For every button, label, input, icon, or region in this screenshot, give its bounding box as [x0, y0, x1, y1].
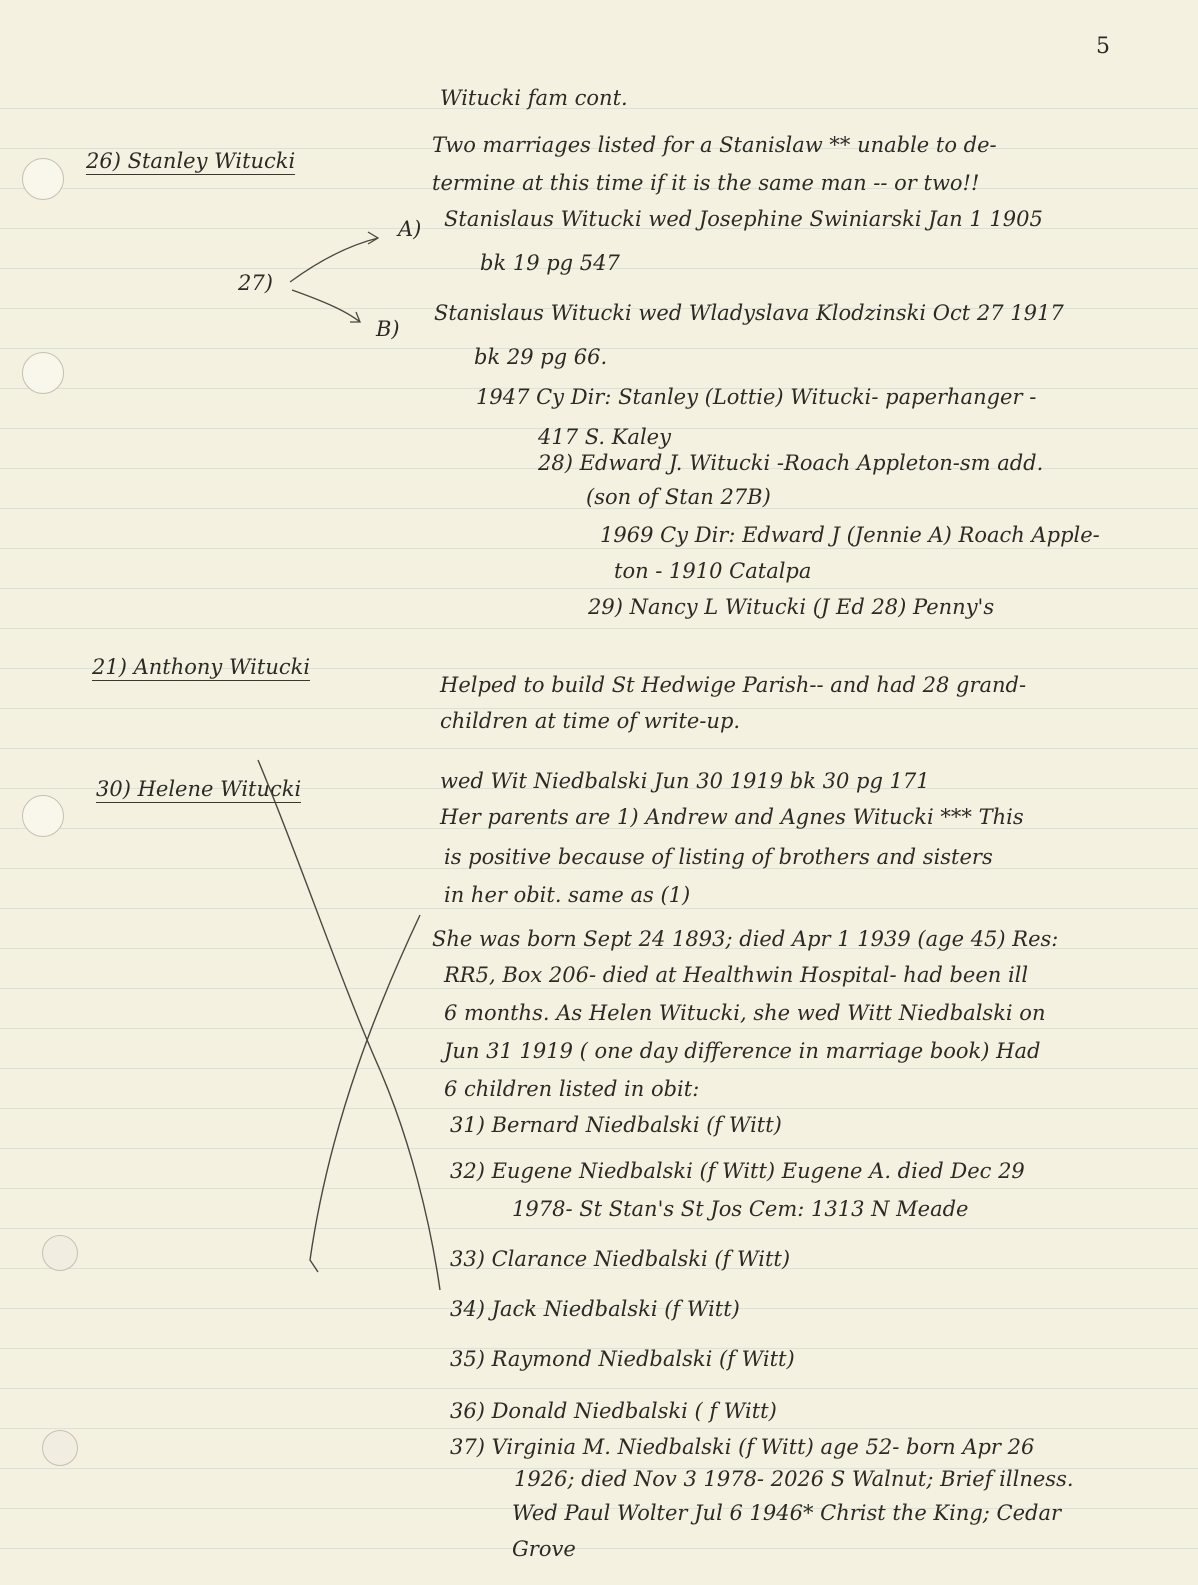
- bracket-label-27: 27): [238, 271, 273, 295]
- anthony-note-line2: children at time of write-up.: [440, 709, 741, 733]
- child-entry: 36) Donald Niedbalski ( f Witt): [450, 1399, 777, 1423]
- binder-hole: [22, 158, 64, 200]
- child-entry: 34) Jack Niedbalski (f Witt): [450, 1297, 740, 1321]
- page-header: Witucki fam cont.: [440, 86, 628, 110]
- helene-line: RR5, Box 206- died at Healthwin Hospital- had been ill: [444, 963, 1029, 987]
- helene-line: is positive because of listing of brothers and sisters: [444, 845, 993, 869]
- stanley-note-line1: Two marriages listed for a Stanislaw ** unable to de-: [432, 133, 997, 157]
- marriage-a-marker: A): [398, 217, 422, 241]
- helene-line: in her obit. same as (1): [444, 883, 691, 907]
- child-entry: 1978- St Stan's St Jos Cem: 1313 N Meade: [512, 1197, 969, 1221]
- dir-1969-line2: ton - 1910 Catalpa: [614, 559, 812, 583]
- child-entry: 1926; died Nov 3 1978- 2026 S Walnut; Brief illness.: [514, 1467, 1074, 1491]
- child-entry: 35) Raymond Niedbalski (f Witt): [450, 1347, 795, 1371]
- helene-line: Her parents are 1) Andrew and Agnes Witucki *** This: [440, 805, 1024, 829]
- child-entry: 33) Clarance Niedbalski (f Witt): [450, 1247, 791, 1271]
- dir-1969-line1: 1969 Cy Dir: Edward J (Jennie A) Roach Apple-: [600, 523, 1100, 547]
- marriage-b-marker: B): [376, 317, 400, 341]
- binder-hole: [22, 352, 64, 394]
- child-entry: Grove: [512, 1537, 576, 1561]
- helene-line: 6 months. As Helen Witucki, she wed Witt Niedbalski on: [444, 1001, 1046, 1025]
- child-entry: 31) Bernard Niedbalski (f Witt): [450, 1113, 782, 1137]
- binder-hole: [42, 1430, 78, 1466]
- binder-hole: [42, 1235, 78, 1271]
- page-number: 5: [1096, 34, 1110, 59]
- helene-line: wed Wit Niedbalski Jun 30 1919 bk 30 pg 171: [440, 769, 930, 793]
- helene-name: 30) Helene Witucki: [96, 777, 302, 801]
- edward-line1: 28) Edward J. Witucki -Roach Appleton-sm add.: [538, 451, 1044, 475]
- anthony-name: 21) Anthony Witucki: [92, 655, 311, 679]
- child-entry: 32) Eugene Niedbalski (f Witt) Eugene A. died Dec 29: [450, 1159, 1025, 1183]
- helene-label: [96, 776, 301, 802]
- binder-hole: [22, 795, 64, 837]
- helene-line: Jun 31 1919 ( one day difference in marriage book) Had: [444, 1039, 1041, 1063]
- nancy-line: 29) Nancy L Witucki (J Ed 28) Penny's: [588, 595, 995, 619]
- dir-1947-line2: 417 S. Kaley: [538, 425, 671, 449]
- marriage-b-line2: bk 29 pg 66.: [474, 345, 608, 369]
- stanley-name: 26) Stanley Witucki: [86, 149, 296, 173]
- marriage-b-line1: Stanislaus Witucki wed Wladyslava Klodzinski Oct 27 1917: [434, 301, 1064, 325]
- child-entry: Wed Paul Wolter Jul 6 1946* Christ the King; Cedar: [512, 1501, 1062, 1525]
- marriage-a-line1: Stanislaus Witucki wed Josephine Swiniarski Jan 1 1905: [444, 207, 1043, 231]
- stanley-label: [86, 148, 295, 174]
- anthony-note-line1: Helped to build St Hedwige Parish-- and had 28 grand-: [440, 673, 1027, 697]
- helene-line: 6 children listed in obit:: [444, 1077, 700, 1101]
- marriage-a-line2: bk 19 pg 547: [480, 251, 620, 275]
- edward-line2: (son of Stan 27B): [586, 485, 771, 509]
- helene-line: She was born Sept 24 1893; died Apr 1 1939 (age 45) Res:: [432, 927, 1059, 951]
- dir-1947-line1: 1947 Cy Dir: Stanley (Lottie) Witucki- paperhanger -: [476, 385, 1037, 409]
- stanley-note-line2: termine at this time if it is the same man -- or two!!: [432, 171, 980, 195]
- anthony-label: [92, 654, 310, 680]
- child-entry: 37) Virginia M. Niedbalski (f Witt) age 52- born Apr 26: [450, 1435, 1035, 1459]
